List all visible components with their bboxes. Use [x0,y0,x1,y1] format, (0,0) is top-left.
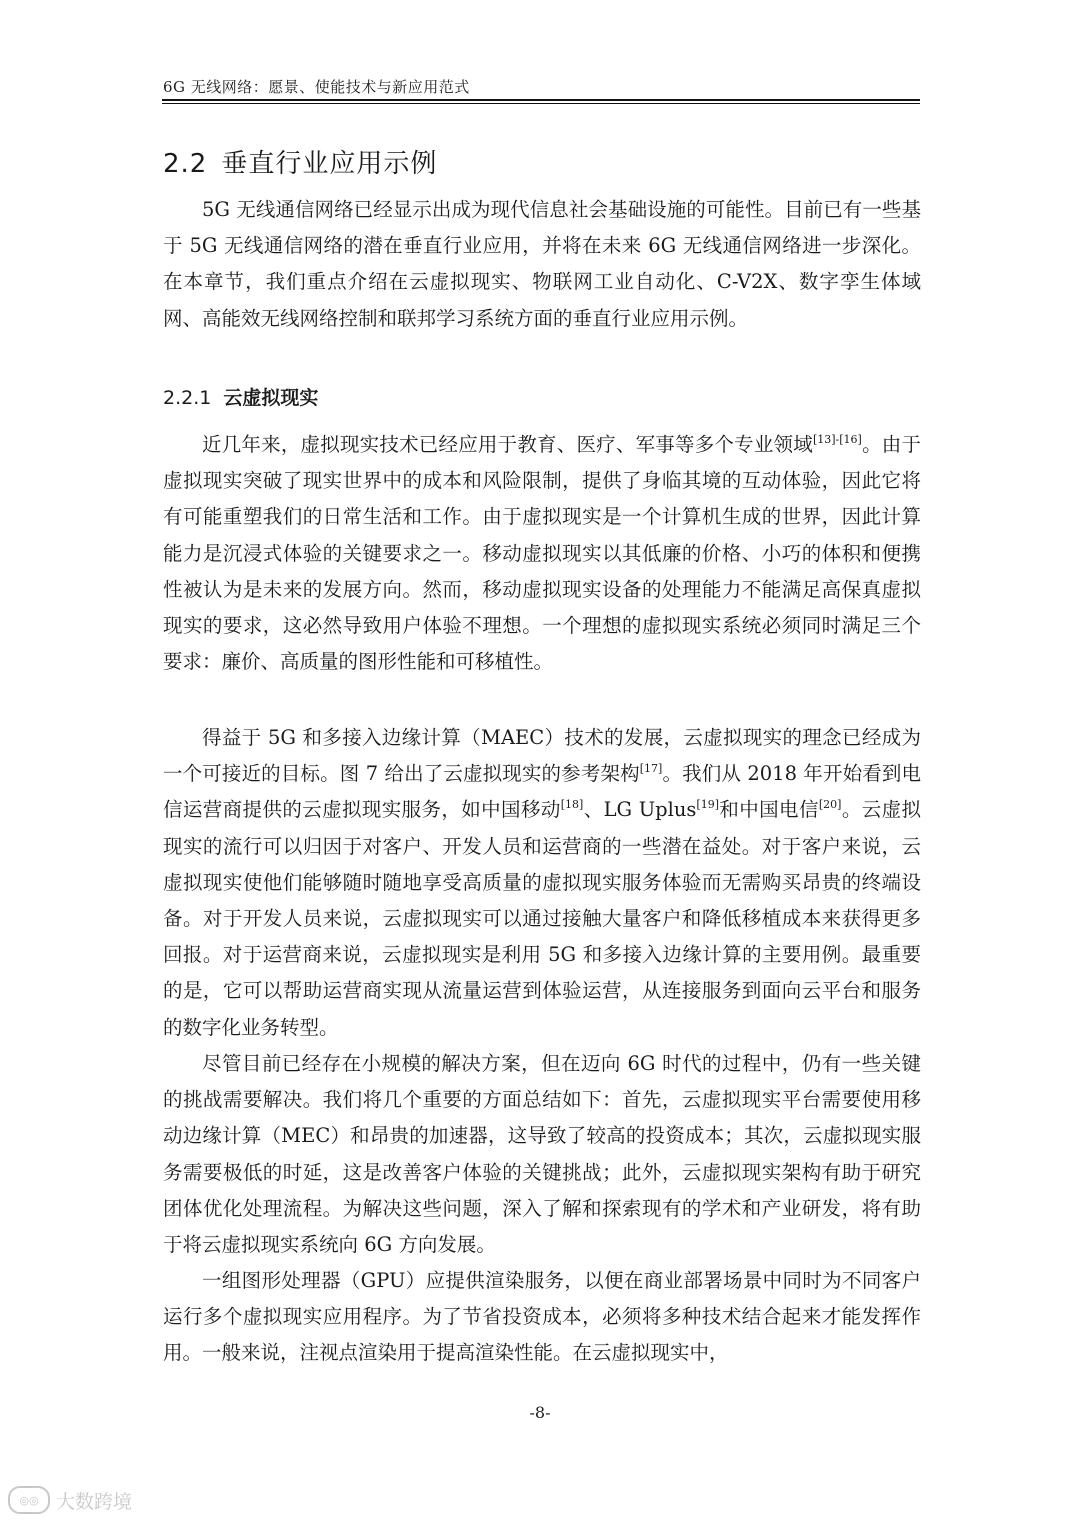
section-number: 2.2 [163,149,208,179]
paragraph-1-text-a: 近几年来，虚拟现实技术已经应用于教育、医疗、军事等多个专业领域 [202,433,813,456]
header-rule-thin [162,103,920,104]
watermark [8,1486,132,1514]
section-heading [163,143,437,180]
paragraph-2-text-d: 和中国电信 [719,798,819,822]
subsection-heading [163,383,318,410]
citation-19: [19] [696,798,720,812]
paragraph-2-text-b: 。我们从 2018 年开始看到电信运营商提供的云虚拟现实服务，如中国移动 [163,762,921,822]
subsection-title: 云虚拟现实 [223,387,319,409]
citation-17: [17] [639,762,663,776]
paragraph-2-text-a: 得益于 5G 和多接入边缘计算（MAEC）技术的发展，云虚拟现实的理念已经成为一个可接近的目标。图 7 给出了云虚拟现实的参考架构 [163,726,921,786]
paragraph-2-text-c: 、LG Uplus [583,798,697,822]
paragraph-1-text-b: 。由于虚拟现实突破了现实世界中的成本和风险限制，提供了身临其境的互动体验，因此它将有可能重塑我们的日常生活和工作。由于虚拟现实是一个计算机生成的世界，因此计算能力是沉浸式体验的关键要求之一。移动虚拟现实以其低廉的价格、小巧的体积和便携性被认为是未来的发展方向。然而，移动虚拟现实设备的处理能力不能满足高保真虚拟现实的要求，这必然导致用户体验不理想。一个理想的虚拟现实系统必须同时满足三个要求：廉价、高质量的图形性能和可移植性。 [163,433,921,674]
paragraph-1 [163,427,921,680]
paragraph-4: 一组图形处理器（GPU）应提供渲染服务，以便在商业部署场景中同时为不同客户运行多个虚拟现实应用程序。为了节省投资成本，必须将多种技术结合起来才能发挥作用。一般来说，注视点渲染用于提高渲染性能。在云虚拟现实中， [163,1269,921,1365]
section-title: 垂直行业应用示例 [221,149,438,179]
citation-18: [18] [560,798,584,812]
citation-13-16: [13]-[16] [812,433,862,446]
section-intro-paragraph: 5G 无线通信网络已经显示出成为现代信息社会基础设施的可能性。目前已有一些基于 5G 无线通信网络的潜在垂直行业应用，并将在未来 6G 无线通信网络进一步深化。在本章节，我们重点介绍在云虚拟现实、物联网工业自动化、C-V2X、数字孪生体域网、高能效无线网络控制和联邦学习系统方面的垂直行业应用示例。 [163,198,921,330]
paragraph-2 [163,720,921,1046]
subsection-number: 2.2.1 [163,387,212,409]
page-number: -8- [529,1403,551,1422]
paragraph-2-text-e: 。云虚拟现实的流行可以归因于对客户、开发人员和运营商的一些潜在益处。对于客户来说，云虚拟现实使他们能够随时随地享受高质量的虚拟现实服务体验而无需购买昂贵的终端设备。对于开发人员来说，云虚拟现实可以通过接触大量客户和降低移植成本来获得更多回报。对于运营商来说，云虚拟现实是利用 5G 和多接入边缘计算的主要用例。最重要的是，它可以帮助运营商实现从流量运营到体验运营，从连接服务到面向云平台和服务的数字化业务转型。 [163,798,921,1039]
watermark-text: 大数跨境 [56,1490,133,1513]
watermark-logo-icon: ◎◎ [8,1486,50,1514]
header-rule [162,99,920,101]
running-header: 6G 无线网络：愿景、使能技术与新应用范式 [163,78,470,96]
citation-20: [20] [818,798,842,812]
paragraph-3: 尽管目前已经存在小规模的解决方案，但在迈向 6G 时代的过程中，仍有一些关键的挑战需要解决。我们将几个重要的方面总结如下：首先，云虚拟现实平台需要使用移动边缘计算（MEC）和昂贵的加速器，这导致了较高的投资成本；其次，云虚拟现实服务需要极低的时延，这是改善客户体验的关键挑战；此外，云虚拟现实架构有助于研究团体优化处理流程。为解决这些问题，深入了解和探索现有的学术和产业研发，将有助于将云虚拟现实系统向 6G 方向发展。 [163,1052,921,1257]
